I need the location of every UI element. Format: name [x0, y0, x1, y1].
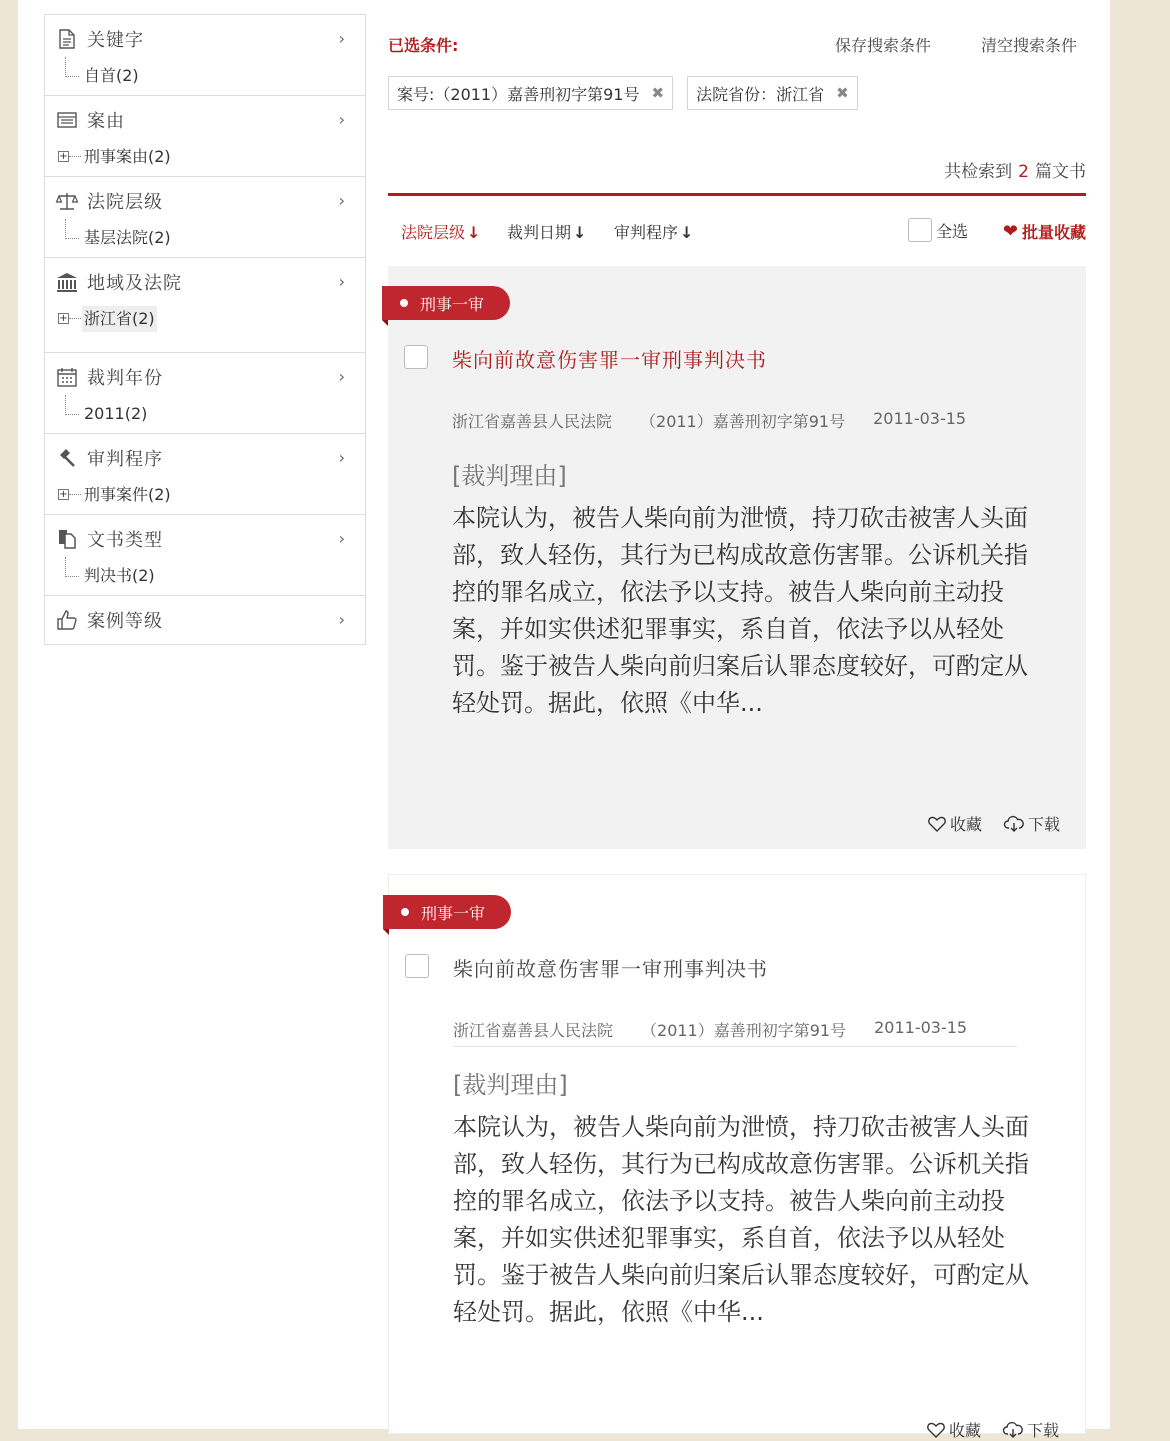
filter-doc-type	[45, 515, 365, 596]
page	[18, 0, 1110, 1440]
reason-text: 本院认为，被告人柴向前为泄愤，持刀砍击被害人头面部，致人轻伤，其行为已构成故意伤害罪。公诉机关指控的罪名成立，依法予以支持。被告人柴向前主动投案，并如实供述犯罪事实，系自首，依法予以从轻处罚。鉴于被告人柴向前归案后认罪态度较好，可酌定从轻处罚。据此，依照《中华...	[452, 504, 1028, 717]
ribbon-fold	[382, 320, 388, 326]
bulk-favorite-button[interactable]	[1003, 220, 1086, 243]
copy-document-icon	[57, 529, 77, 549]
filter-procedure	[45, 434, 365, 515]
filter-case-grade-header[interactable]	[45, 596, 365, 644]
divider	[453, 1046, 1017, 1047]
chevron-right-icon: ›	[338, 29, 345, 48]
filter-doc-type-value[interactable]: 判决书(2)	[84, 566, 155, 585]
chevron-right-icon: ›	[338, 367, 345, 386]
chevron-right-icon: ›	[338, 448, 345, 467]
filter-region	[45, 258, 365, 353]
tree-connector	[69, 156, 81, 157]
favorite-label: 收藏	[949, 815, 982, 834]
result-card	[388, 874, 1086, 1440]
result-meta	[452, 409, 994, 432]
result-date: 2011-03-15	[874, 1018, 968, 1037]
filter-cause-title: 案由	[87, 111, 125, 132]
filter-year-header[interactable]	[45, 353, 365, 401]
condition-tag-case-no	[388, 76, 673, 110]
heart-icon	[927, 1422, 945, 1438]
filter-doc-type-header[interactable]	[45, 515, 365, 563]
filter-keyword-header[interactable]	[45, 15, 365, 63]
result-case-no: （2011）嘉善刑初字第91号	[641, 1021, 847, 1040]
sort-court-level[interactable]	[401, 220, 480, 243]
sort-procedure-label: 审判程序	[614, 223, 679, 242]
result-case-no: （2011）嘉善刑初字第91号	[640, 412, 846, 431]
result-checkbox[interactable]	[404, 345, 428, 369]
result-count-suffix: 篇文书	[1035, 162, 1086, 182]
filter-cause-header[interactable]	[45, 96, 365, 144]
sort-court-level-label: 法院层级	[401, 223, 466, 242]
result-court: 浙江省嘉善县人民法院	[452, 412, 613, 431]
chevron-right-icon: ›	[338, 191, 345, 210]
sort-date[interactable]	[507, 220, 586, 243]
list-card-icon	[57, 110, 77, 130]
condition-tag-label: 法院省份：浙江省	[696, 84, 825, 104]
dot-icon	[400, 299, 408, 307]
result-card	[388, 266, 1086, 849]
select-all-checkbox[interactable]	[908, 218, 932, 242]
favorite-button[interactable]	[927, 1418, 981, 1441]
filter-region-title: 地域及法院	[87, 273, 182, 294]
calendar-icon	[57, 367, 77, 387]
filter-keyword	[45, 15, 365, 96]
tree-connector	[69, 494, 81, 495]
filter-court-level-value-row	[45, 225, 365, 257]
filter-case-grade	[45, 596, 365, 645]
condition-tag-label: 案号:（2011）嘉善刑初字第91号	[397, 84, 640, 104]
reason-text: 本院认为，被告人柴向前为泄愤，持刀砍击被害人头面部，致人轻伤，其行为已构成故意伤害罪。公诉机关指控的罪名成立，依法予以支持。被告人柴向前主动投案，并如实供述犯罪事实，系自首，依法予以从轻处罚。鉴于被告人柴向前归案后认罪态度较好，可酌定从轻处罚。据此，依照《中华...	[453, 1113, 1029, 1326]
thumbs-up-icon	[57, 610, 77, 630]
chevron-right-icon: ›	[338, 529, 345, 548]
selected-conditions-label: 已选条件:	[388, 36, 459, 55]
result-date: 2011-03-15	[873, 409, 967, 428]
condition-tag-province	[687, 76, 858, 110]
chevron-right-icon: ›	[338, 110, 345, 129]
filter-court-level-title: 法院层级	[87, 192, 163, 213]
tree-connector	[65, 219, 79, 239]
save-search-button[interactable]: 保存搜索条件	[835, 36, 932, 55]
filter-procedure-value[interactable]: 刑事案件(2)	[84, 485, 171, 504]
reason-heading: [裁判理由]	[453, 1071, 568, 1099]
chevron-right-icon: ›	[338, 610, 345, 629]
cloud-download-icon	[1004, 816, 1024, 832]
filter-court-level-value[interactable]: 基层法院(2)	[84, 228, 171, 247]
arrow-down-icon: ↓	[467, 223, 481, 242]
filter-keyword-value[interactable]: 自首(2)	[84, 66, 139, 85]
chevron-right-icon: ›	[338, 272, 345, 291]
arrow-down-icon: ↓	[573, 223, 587, 242]
selected-conditions-bar	[388, 33, 1086, 57]
result-court: 浙江省嘉善县人民法院	[453, 1021, 614, 1040]
case-type-label: 刑事一审	[421, 903, 486, 923]
filter-year	[45, 353, 365, 434]
sort-bar	[388, 220, 1086, 246]
heart-plus-icon: ❤	[1002, 221, 1018, 242]
gavel-icon	[57, 448, 77, 468]
result-title-link[interactable]: 柴向前故意伤害罪一审刑事判决书	[452, 348, 767, 372]
tree-connector	[69, 318, 81, 319]
tree-connector	[65, 557, 79, 577]
divider	[388, 193, 1086, 196]
filter-cause-value[interactable]: 刑事案由(2)	[84, 147, 171, 166]
filter-court-level	[45, 177, 365, 258]
case-type-badge	[382, 286, 510, 320]
sort-date-label: 裁判日期	[507, 223, 572, 242]
result-count-number: 2	[1018, 162, 1029, 182]
courthouse-icon	[57, 272, 77, 292]
filter-cause	[45, 96, 365, 177]
sort-procedure[interactable]	[614, 220, 693, 243]
tree-connector	[65, 395, 79, 415]
result-actions	[928, 812, 1060, 835]
favorite-button[interactable]	[928, 812, 982, 835]
ribbon-fold	[383, 929, 389, 935]
scales-icon	[57, 191, 77, 211]
filter-keyword-value-row	[45, 63, 365, 95]
download-button[interactable]	[1004, 812, 1060, 835]
filter-sidebar	[44, 14, 366, 645]
expand-plus-icon[interactable]: +	[59, 151, 68, 162]
reason-heading: [裁判理由]	[452, 462, 567, 490]
cloud-download-icon	[1003, 1422, 1023, 1438]
filter-keyword-title: 关键字	[87, 30, 144, 51]
download-label: 下载	[1027, 815, 1060, 834]
dot-icon	[401, 908, 409, 916]
clear-search-button[interactable]: 清空搜索条件	[981, 36, 1078, 55]
bulk-favorite-label: 批量收藏	[1021, 223, 1086, 242]
filter-year-value[interactable]: 2011(2)	[84, 404, 148, 423]
arrow-down-icon: ↓	[680, 223, 694, 242]
expand-plus-icon[interactable]: +	[59, 489, 68, 500]
document-icon	[57, 29, 77, 49]
filter-doc-type-value-row	[45, 563, 365, 595]
tree-connector	[65, 57, 79, 77]
expand-plus-icon[interactable]: +	[59, 313, 68, 324]
filter-region-header[interactable]	[45, 258, 365, 306]
result-actions	[927, 1418, 1059, 1441]
condition-tags	[388, 76, 858, 110]
close-icon[interactable]: ✖	[836, 84, 849, 102]
result-count-prefix: 共检索到	[944, 162, 1013, 182]
download-button[interactable]	[1003, 1418, 1059, 1441]
filter-procedure-value-row	[45, 482, 365, 514]
filter-doc-type-title: 文书类型	[87, 530, 163, 551]
filter-procedure-title: 审判程序	[87, 449, 163, 470]
filter-region-value-row	[45, 306, 365, 352]
filter-procedure-header[interactable]	[45, 434, 365, 482]
filter-cause-value-row	[45, 144, 365, 176]
close-icon[interactable]: ✖	[651, 84, 665, 102]
result-checkbox[interactable]	[405, 954, 429, 978]
select-all[interactable]	[908, 218, 968, 242]
result-count	[944, 157, 1086, 182]
select-all-label: 全选	[936, 221, 969, 241]
case-type-label: 刑事一审	[420, 294, 485, 314]
result-meta	[453, 1018, 995, 1041]
result-title-link[interactable]: 柴向前故意伤害罪一审刑事判决书	[453, 957, 768, 981]
filter-case-grade-title: 案例等级	[87, 611, 163, 632]
favorite-label: 收藏	[948, 1421, 981, 1440]
case-type-badge	[383, 895, 511, 929]
download-label: 下载	[1026, 1421, 1059, 1440]
filter-court-level-header[interactable]	[45, 177, 365, 225]
heart-icon	[928, 816, 946, 832]
filter-region-value[interactable]: 浙江省(2)	[82, 306, 157, 332]
filter-year-title: 裁判年份	[87, 368, 163, 389]
filter-year-value-row	[45, 401, 365, 433]
